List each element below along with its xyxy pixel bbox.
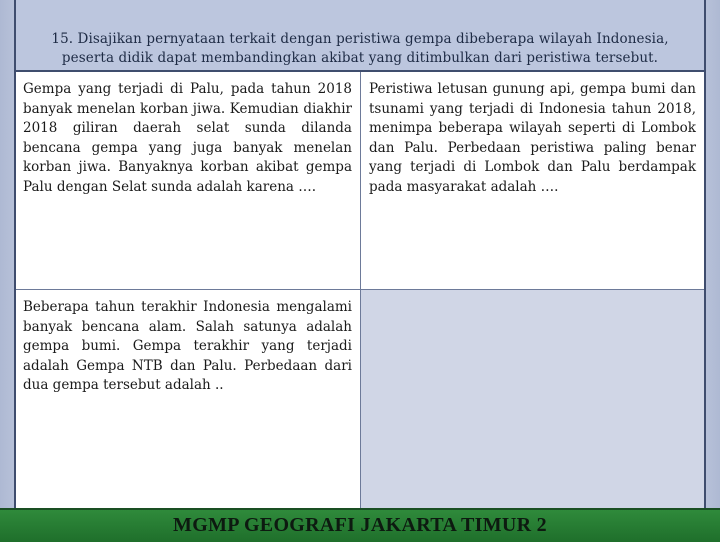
cell-palu-selat-sunda: Gempa yang terjadi di Palu, pada tahun 2018 banyak menelan korban jiwa. Kemudian diakhir 2018 giliran daerah selat sunda dilanda bencana gempa yang juga banyak menelan korban jiwa. Banyaknya korban akibat gempa Palu dengan Selat sunda adalah karena …. xyxy=(16,72,361,290)
cell-lombok-palu: Peristiwa letusan gunung api, gempa bumi dan tsunami yang terjadi di Indonesia tahun 2018, menimpa beberapa wilayah seperti di Lombok dan Palu. Perbedaan peristiwa paling benar yang terjadi di Lombok dan Palu berdampak pada masyarakat adalah …. xyxy=(361,72,704,290)
question-table xyxy=(14,70,706,514)
cell-ntb-palu: Beberapa tahun terakhir Indonesia mengalami banyak bencana alam. Salah satunya adalah gempa bumi. Gempa terakhir yang terjadi adalah Gempa NTB dan Palu. Perbedaan dari dua gempa tersebut adalah .. xyxy=(16,290,361,512)
footer-title: MGMP GEOGRAFI JAKARTA TIMUR 2 xyxy=(173,514,547,536)
cell-empty xyxy=(361,290,704,512)
question-text: 15. Disajikan pernyataan terkait dengan peristiwa gempa dibeberapa wilayah Indonesia, peserta didik dapat membandingkan akibat yang ditimbulkan dari peristiwa tersebut. xyxy=(51,31,669,66)
